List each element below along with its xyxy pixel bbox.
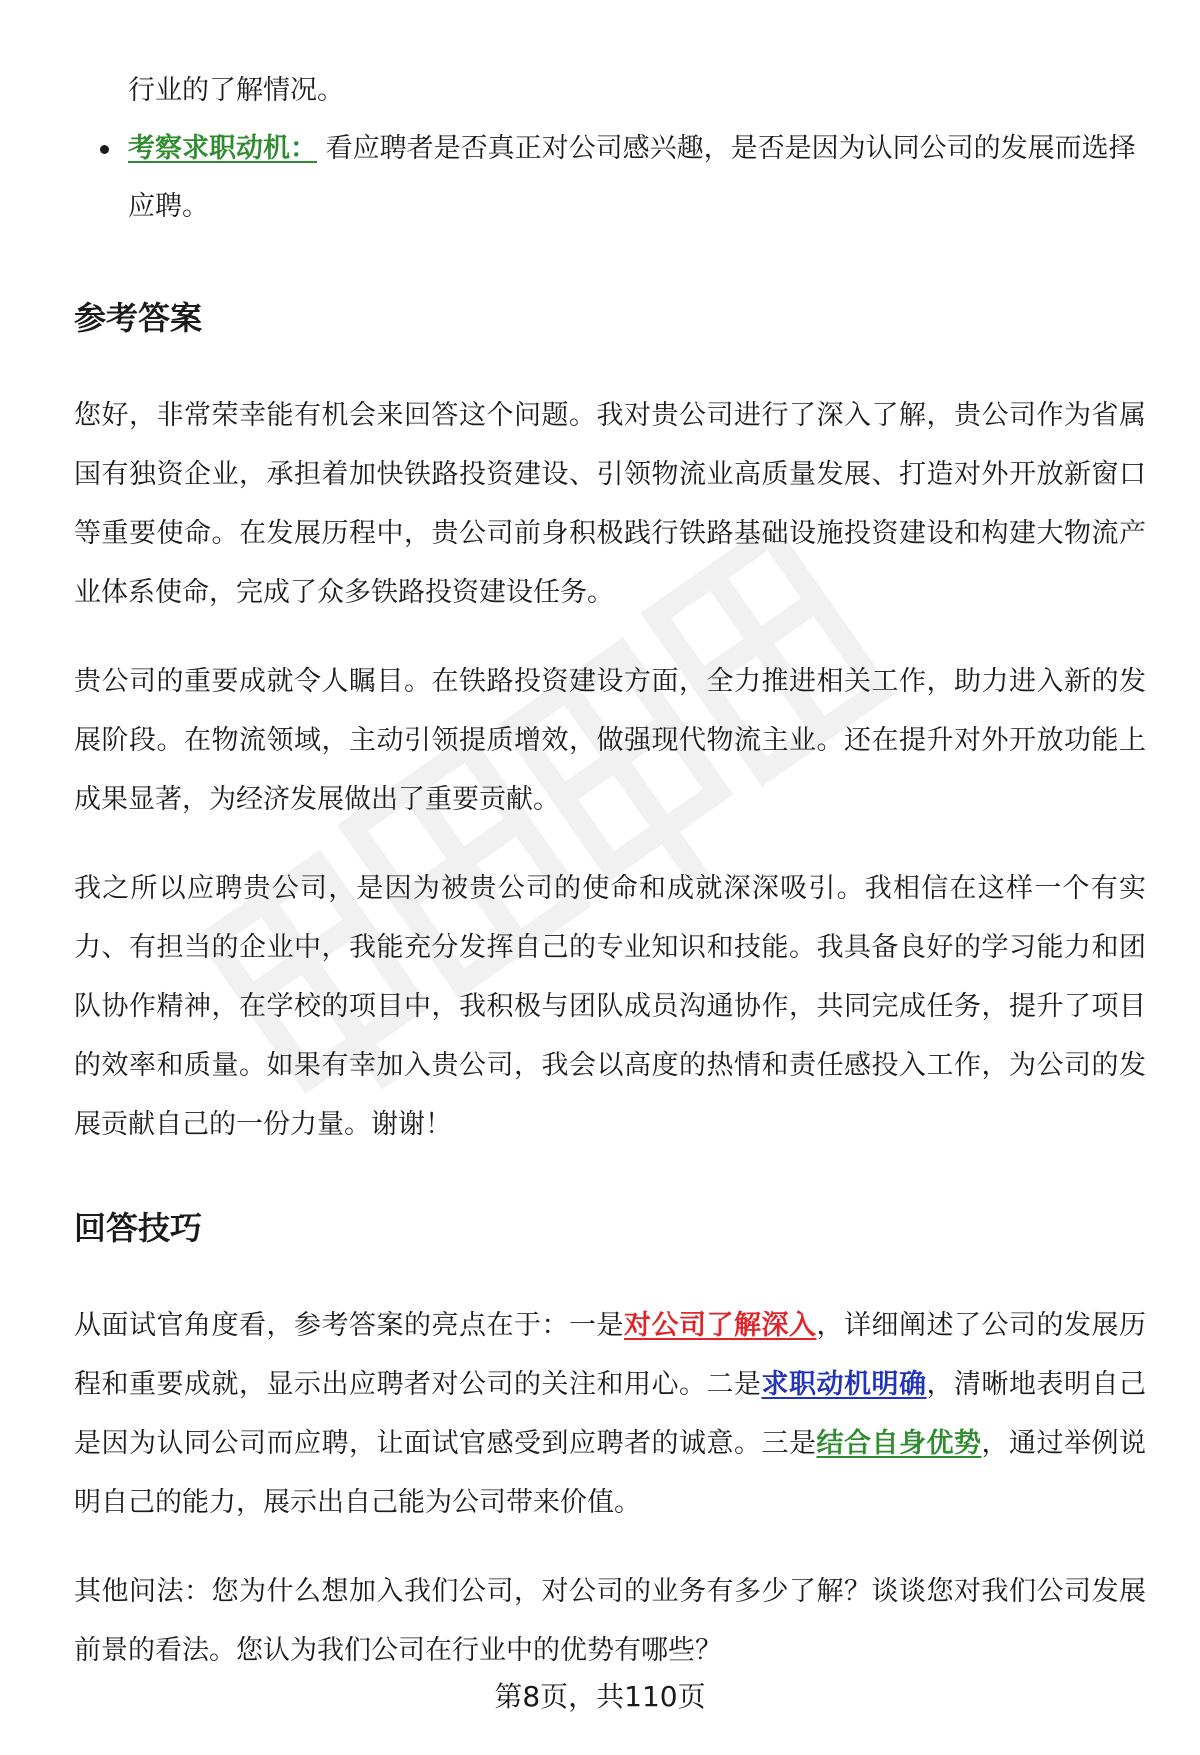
bullet-dot-icon (100, 145, 109, 154)
section-heading-tips: 回答技巧 (74, 1209, 203, 1247)
page-content (74, 62, 1146, 1680)
tips-paragraph (74, 1296, 1146, 1532)
highlight-own-strengths: 结合自身优势 (816, 1428, 982, 1459)
page-indicator: 第8页，共110页 (494, 1680, 706, 1713)
tips-text: 从面试官角度看，参考答案的亮点在于：一是 (74, 1310, 624, 1341)
section-heading-answer: 参考答案 (74, 299, 203, 337)
bullet-continuation: 行业的了解情况。 (128, 75, 344, 106)
tips-text: ，通过举例说明自己的能力，展示出自己能为公司带来价值。 (74, 1428, 1146, 1518)
highlight-company-understanding: 对公司了解深入 (624, 1310, 817, 1341)
bullet-item-motivation (128, 120, 1146, 236)
answer-paragraph: 贵公司的重要成就令人瞩目。在铁路投资建设方面，全力推进相关工作，助力进入新的发展阶段。在物流领域，主动引领提质增效，做强现代物流主业。还在提升对外开放功能上成果显著，为经济发展做出了重要贡献。 (74, 666, 1146, 815)
tips-text: ，清晰地表明自己是因为认同公司而应聘，让面试官感受到应聘者的诚意。三是 (74, 1369, 1146, 1459)
answer-paragraph: 我之所以应聘贵公司，是因为被贵公司的使命和成就深深吸引。我相信在这样一个有实力、有担当的企业中，我能充分发挥自己的专业知识和技能。我具备良好的学习能力和团队协作精神，在学校的项目中，我积极与团队成员沟通协作，共同完成任务，提升了项目的效率和质量。如果有幸加入贵公司，我会以高度的热情和责任感投入工作，为公司的发展贡献自己的一份力量。谢谢！ (74, 873, 1146, 1140)
bullet-text: 看应聘者是否真正对公司感兴趣，是否是因为认同公司的发展而选择应聘。 (128, 133, 1136, 222)
answer-paragraph: 您好，非常荣幸能有机会来回答这个问题。我对贵公司进行了深入了解，贵公司作为省属国有独资企业，承担着加快铁路投资建设、引领物流业高质量发展、打造对外开放新窗口等重要使命。在发展历程中，贵公司前身积极践行铁路基础设施投资建设和构建大物流产业体系使命，完成了众多铁路投资建设任务。 (74, 400, 1146, 608)
bullet-label: 考察求职动机： (128, 133, 317, 164)
tips-text: ，详细阐述了公司的发展历程和重要成就，显示出应聘者对公司的关注和用心。二是 (74, 1310, 1146, 1400)
highlight-clear-motivation: 求职动机明确 (761, 1369, 927, 1400)
other-questions-paragraph: 其他问法：您为什么想加入我们公司，对公司的业务有多少了解？谈谈您对我们公司发展前景的看法。您认为我们公司在行业中的优势有哪些？ (74, 1576, 1146, 1666)
